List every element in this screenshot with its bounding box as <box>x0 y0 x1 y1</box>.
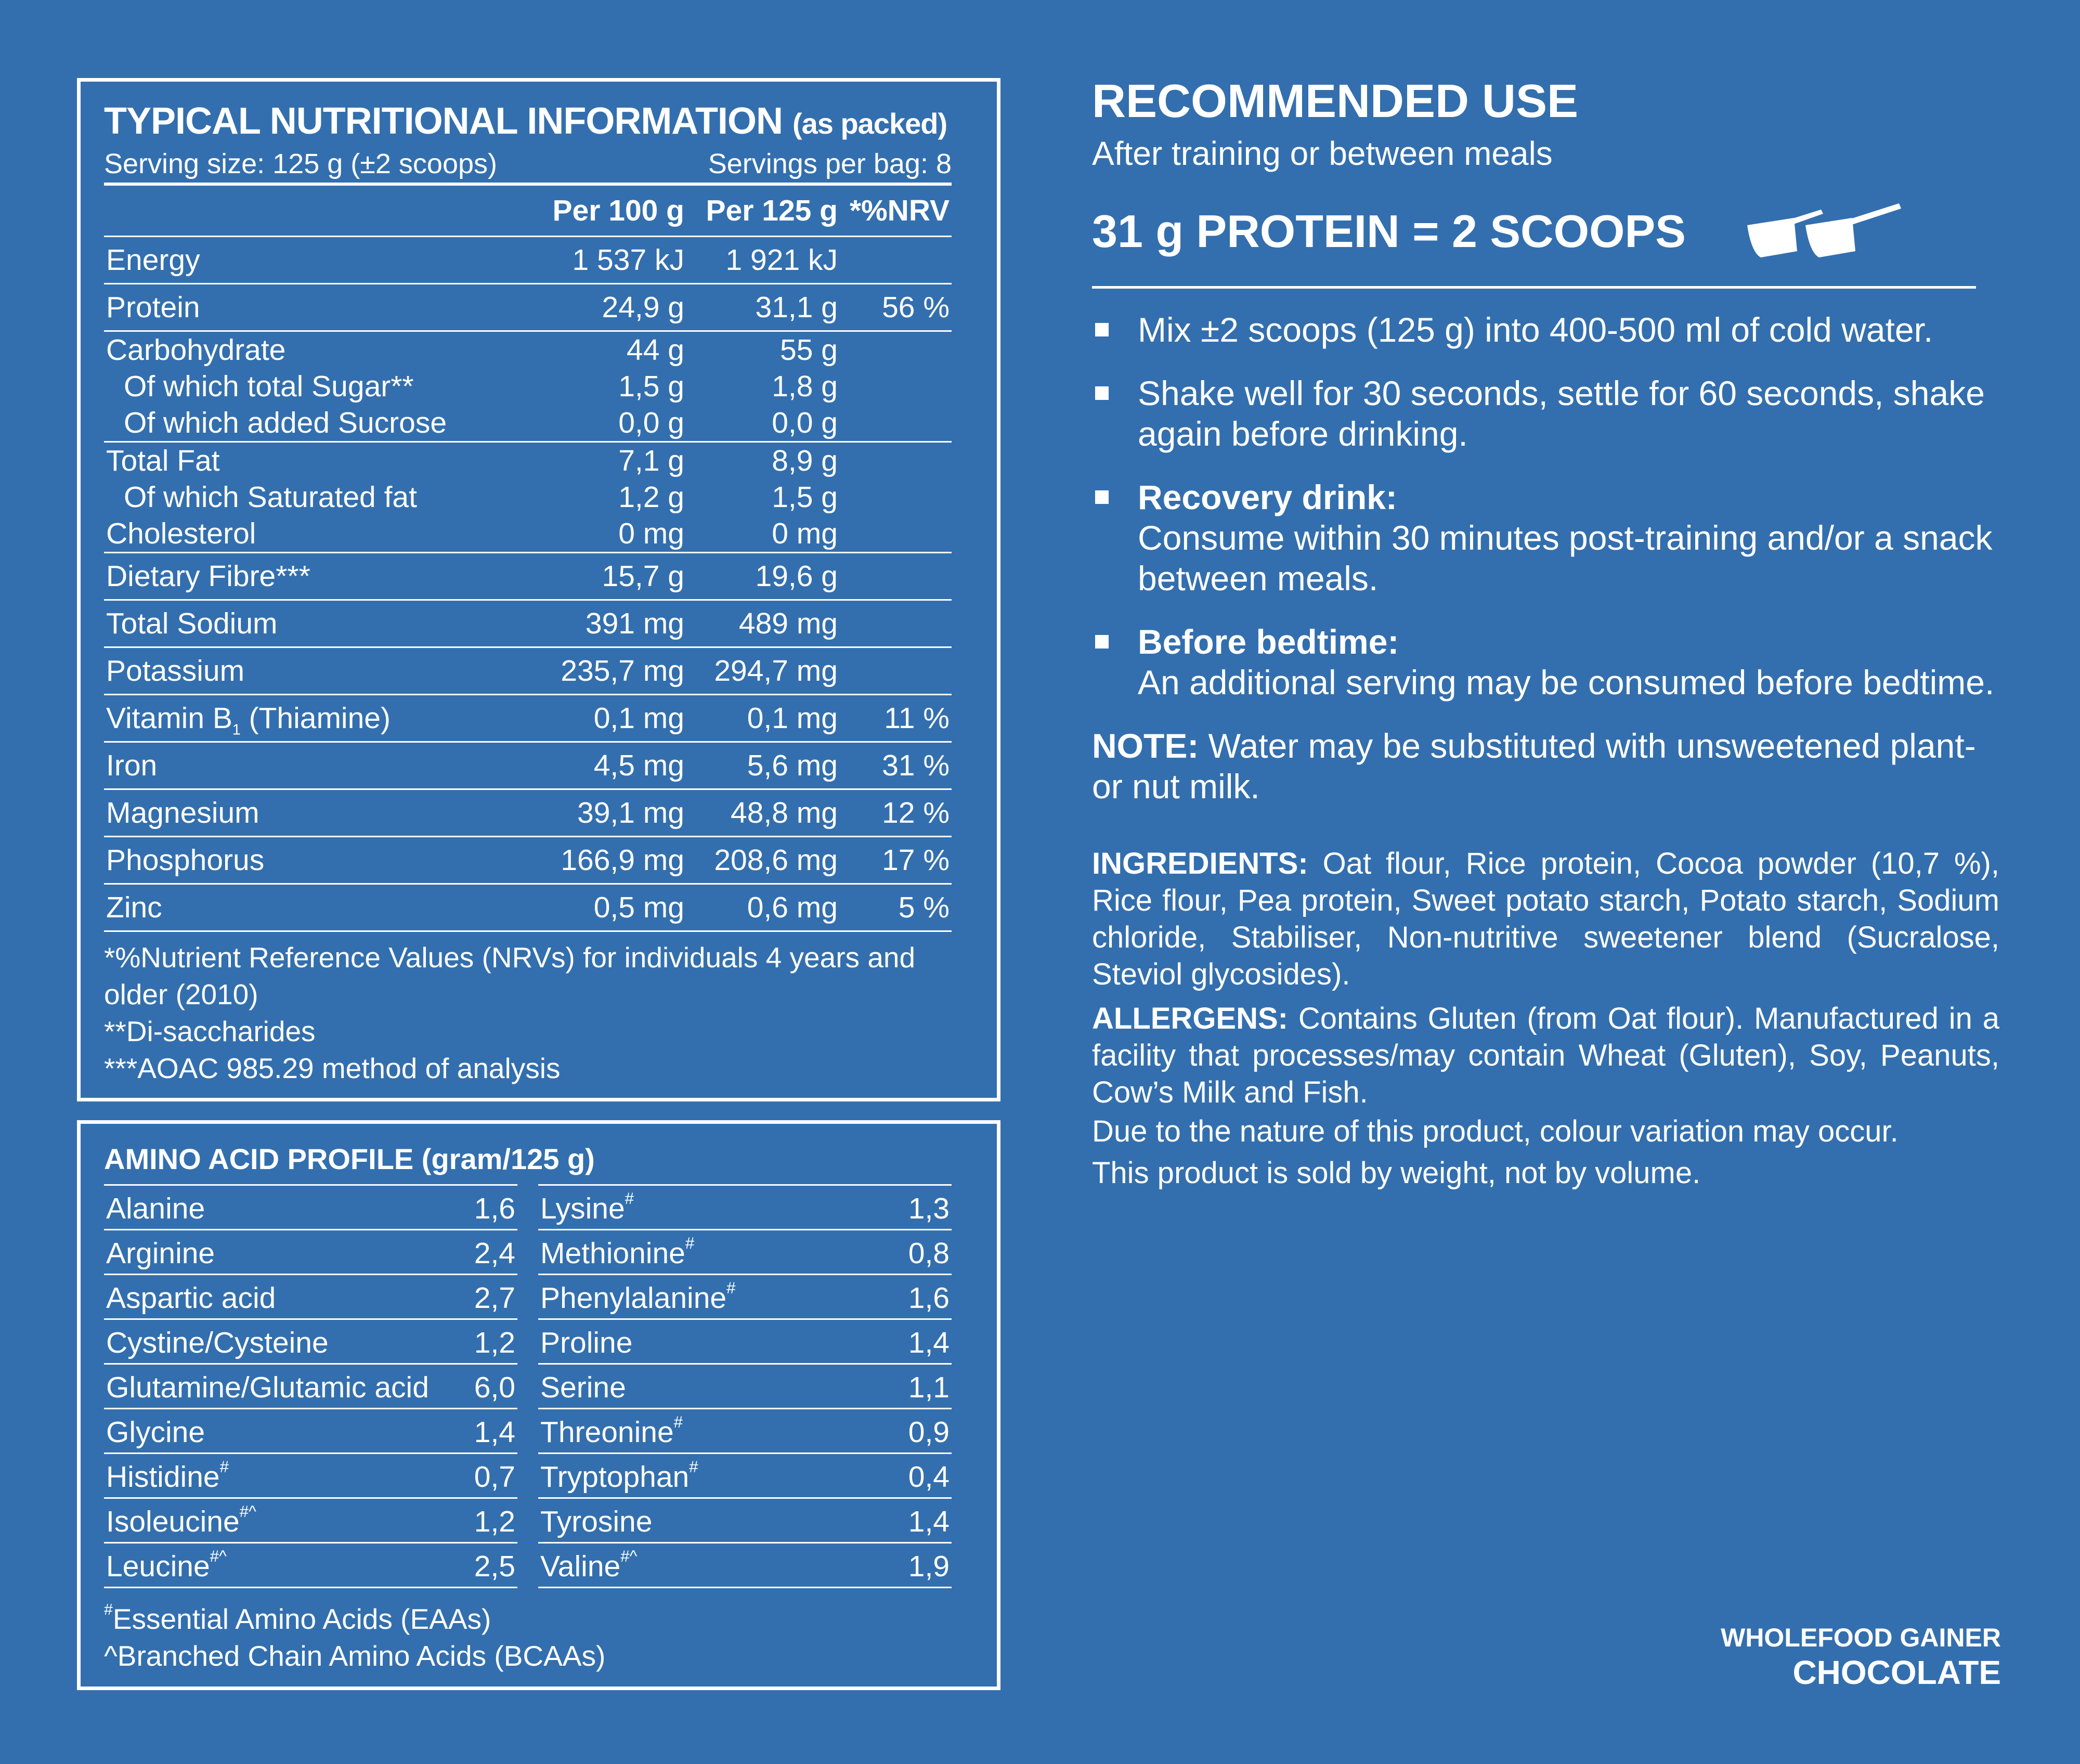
amino-value: 2,4 <box>474 1237 515 1270</box>
nutrient-value-nrv: 12 % <box>840 789 952 837</box>
scoops-icon <box>1743 200 1904 263</box>
nutrient-value-nrv: 17 % <box>840 837 952 884</box>
nutrient-value-p125: 8,9 g <box>686 442 840 479</box>
nutrient-value-p125: 208,6 mg <box>686 837 840 884</box>
amino-acid-box <box>77 1120 1000 1690</box>
nutrient-value-p100: 15,7 g <box>530 553 686 600</box>
nutrition-row <box>104 789 952 837</box>
servings-per-bag: Servings per bag: 8 <box>708 148 952 179</box>
note: NOTE: Water may be substituted with unsweetened plant- or nut milk. <box>1092 727 1976 806</box>
serving-info <box>104 145 952 186</box>
nutrient-value-p125: 1,5 g <box>772 481 838 514</box>
footnote-disaccharides: **Di-saccharides <box>104 1015 316 1047</box>
amino-row <box>104 1499 517 1543</box>
amino-row <box>538 1454 952 1499</box>
amino-row <box>538 1365 952 1409</box>
amino-value: 2,5 <box>474 1550 515 1583</box>
nutrient-value-nrv <box>840 553 952 600</box>
usage-step <box>1092 621 1999 703</box>
nutrient-value-p100: 24,9 g <box>530 284 686 331</box>
amino-value: 0,7 <box>474 1460 515 1494</box>
product-name: WHOLEFOOD GAINER <box>1721 1623 2001 1652</box>
step-text: Mix ±2 scoops (125 g) into 400-500 ml of cold water. <box>1138 310 1933 349</box>
nutrient-label: Protein <box>104 284 530 331</box>
column-header: Per 100 g <box>552 194 684 227</box>
amino-name: Aspartic acid <box>106 1281 276 1315</box>
nutrient-value-p125: 1 921 kJ <box>686 237 840 284</box>
nutrition-row <box>104 553 952 600</box>
nutrient-value-p100: 391 mg <box>530 600 686 647</box>
nutrient-value-p125: 48,8 mg <box>686 789 840 837</box>
nutrient-value-p125: 5,6 mg <box>686 742 840 789</box>
nutrient-label: Total Fat <box>104 442 530 479</box>
amino-name: Valine#^ <box>540 1547 638 1583</box>
nutrient-label: Potassium <box>104 647 530 695</box>
nutrient-value-p125: 0,6 mg <box>686 884 840 931</box>
square-bullet-icon <box>1095 635 1109 648</box>
nutrient-label: Carbohydrate <box>104 331 530 369</box>
amino-value: 1,4 <box>474 1416 515 1449</box>
nutrient-value-nrv <box>840 515 952 553</box>
usage-steps <box>1092 309 1999 703</box>
nutrient-value-nrv <box>840 405 952 442</box>
amino-row <box>104 1186 517 1230</box>
footnote-aoac: ***AOAC 985.29 method of analysis <box>104 1052 561 1084</box>
nutrient-value-nrv <box>840 442 952 479</box>
brand <box>1721 1622 2001 1691</box>
amino-value: 1,9 <box>908 1550 950 1583</box>
amino-value: 1,4 <box>908 1326 950 1359</box>
nutrient-value-p125: 55 g <box>686 331 840 369</box>
footnote-nrv: *%Nutrient Reference Values (NRVs) for individuals 4 years and older (2010) <box>104 941 916 1010</box>
amino-name: Serine <box>540 1371 626 1404</box>
footnote-eaa: #Essential Amino Acids (EAAs) <box>104 1601 491 1635</box>
nutrient-value-p125: 1,8 g <box>772 370 838 403</box>
nutrition-table <box>104 186 952 932</box>
amino-value: 1,1 <box>908 1371 950 1404</box>
ingredients: INGREDIENTS: Oat flour, Rice protein, Cocoa powder (10,7 %), Rice flour, Pea protein, Sweet potato starch, Potato starch, Sodium chloride, Stabiliser, Non-nutritive sweetener blend (Sucralose, Steviol glycosides). <box>1092 847 1999 991</box>
amino-value: 1,2 <box>474 1326 515 1359</box>
nutrition-row <box>104 284 952 331</box>
nutrient-value-p100: 1 537 kJ <box>530 237 686 284</box>
amino-row <box>538 1275 952 1320</box>
nutrient-value-nrv <box>840 647 952 695</box>
nutrition-header-row <box>104 186 952 237</box>
nutrient-label: Energy <box>104 237 530 284</box>
protein-line <box>1092 198 1999 265</box>
usage-step <box>1092 309 1999 350</box>
usage-step <box>1092 477 1999 599</box>
column-header: *%NRV <box>849 194 950 227</box>
step-heading: Recovery drink: <box>1138 478 1397 516</box>
nutrition-title: TYPICAL NUTRITIONAL INFORMATION (as packed) <box>104 100 947 142</box>
nutrient-value-nrv <box>840 479 952 515</box>
square-bullet-icon <box>1095 323 1109 336</box>
nutrient-value-p125: 294,7 mg <box>686 647 840 695</box>
nutrient-value-nrv <box>840 368 952 405</box>
amino-value: 0,9 <box>908 1416 950 1449</box>
nutrition-row <box>104 837 952 884</box>
amino-row <box>538 1186 952 1230</box>
amino-name: Threonine# <box>540 1412 683 1449</box>
nutrient-value-nrv: 11 % <box>840 695 952 742</box>
amino-row <box>104 1365 517 1409</box>
nutrient-value-p100: 4,5 mg <box>530 742 686 789</box>
amino-columns <box>104 1184 952 1588</box>
amino-row <box>104 1230 517 1275</box>
nutrient-value-p125: 489 mg <box>686 600 840 647</box>
amino-value: 1,2 <box>474 1505 515 1538</box>
nutrient-value-nrv <box>840 600 952 647</box>
nutrient-value-p100: 7,1 g <box>530 442 686 479</box>
amino-name: Alanine <box>106 1192 205 1225</box>
amino-name: Lysine# <box>540 1189 634 1225</box>
amino-row <box>104 1275 517 1320</box>
amino-value: 0,8 <box>908 1237 950 1270</box>
nutrient-value-p100: 0,1 mg <box>530 695 686 742</box>
nutrient-label: Magnesium <box>104 789 530 837</box>
amino-row <box>104 1409 517 1454</box>
amino-row <box>538 1230 952 1275</box>
nutrient-label: Iron <box>104 742 530 789</box>
nutrition-footnotes <box>104 939 952 1087</box>
nutrient-value-p100: 39,1 mg <box>530 789 686 837</box>
nutrition-title-sub: (as packed) <box>792 107 947 140</box>
nutrient-value-p125: 0,0 g <box>772 406 838 439</box>
colour-note: Due to the nature of this product, colour variation may occur. <box>1092 1114 1899 1148</box>
nutrient-label: Total Sodium <box>104 600 530 647</box>
amino-name: Phenylalanine# <box>540 1278 736 1315</box>
nutrient-value-nrv <box>840 331 952 369</box>
amino-column-left <box>104 1184 517 1588</box>
nutrient-value-p125: 0,1 mg <box>686 695 840 742</box>
nutrient-value-p125: 31,1 g <box>686 284 840 331</box>
nutrient-value-nrv: 56 % <box>840 284 952 331</box>
amino-column-right <box>538 1184 952 1588</box>
amino-value: 2,7 <box>474 1281 515 1315</box>
amino-row <box>104 1454 517 1499</box>
nutrient-value-nrv: 31 % <box>840 742 952 789</box>
nutrition-row <box>104 331 952 369</box>
amino-value: 6,0 <box>474 1371 515 1404</box>
header-blank <box>104 186 530 237</box>
protein-scoops-text: 31 g PROTEIN = 2 SCOOPS <box>1092 205 1686 257</box>
nutrition-row <box>104 600 952 647</box>
allergens: ALLERGENS: Contains Gluten (from Oat flour). Manufactured in a facility that processes/may contain Wheat (Gluten), Soy, Peanuts, Cow’s Milk and Fish. <box>1092 1002 1999 1109</box>
nutrient-value-p100: 0 mg <box>618 517 684 550</box>
nutrient-label: Of which Saturated fat <box>124 481 417 514</box>
nutrient-value-nrv: 5 % <box>840 884 952 931</box>
nutrition-row <box>104 479 952 515</box>
nutrition-row <box>104 647 952 695</box>
nutrient-value-nrv <box>840 237 952 284</box>
nutrient-value-p125: 0 mg <box>772 517 838 550</box>
amino-name: Arginine <box>106 1237 215 1270</box>
nutrient-value-p100: 0,0 g <box>618 406 684 439</box>
amino-name: Tyrosine <box>540 1505 653 1538</box>
step-text: Consume within 30 minutes post-training and/or a snack between meals. <box>1138 518 1993 598</box>
amino-row <box>538 1320 952 1365</box>
divider <box>1092 286 1976 289</box>
product-flavour: CHOCOLATE <box>1792 1654 2001 1691</box>
amino-row <box>538 1499 952 1543</box>
nutrition-row <box>104 405 952 442</box>
nutrient-value-p100: 166,9 mg <box>530 837 686 884</box>
nutrition-row <box>104 884 952 931</box>
step-text: Shake well for 30 seconds, settle for 60 seconds, shake again before drinking. <box>1138 374 1985 453</box>
amino-row <box>538 1409 952 1454</box>
footnote-bcaa: ^Branched Chain Amino Acids (BCAAs) <box>104 1640 606 1672</box>
nutrition-row <box>104 742 952 789</box>
amino-name: Histidine# <box>106 1457 229 1494</box>
square-bullet-icon <box>1095 386 1109 400</box>
nutrition-row <box>104 442 952 479</box>
nutrient-value-p100: 1,2 g <box>618 481 684 514</box>
nutrient-label: Dietary Fibre*** <box>104 553 530 600</box>
nutrient-label: Cholesterol <box>106 517 256 550</box>
amino-name: Isoleucine#^ <box>106 1502 256 1538</box>
amino-footnotes <box>104 1601 952 1675</box>
weight-note: This product is sold by weight, not by volume. <box>1092 1156 1701 1190</box>
nutrient-value-p125: 19,6 g <box>686 553 840 600</box>
nutrient-label: Phosphorus <box>104 837 530 884</box>
nutrient-label: Of which total Sugar** <box>124 370 414 403</box>
nutrient-value-p100: 1,5 g <box>618 370 684 403</box>
nutrition-row <box>104 515 952 553</box>
nutrient-label: Vitamin $B_1$ (Thiamine) <box>104 695 530 742</box>
amino-name: Glycine <box>106 1416 205 1449</box>
nutrient-label: Of which added Sucrose <box>124 406 447 439</box>
amino-value: 1,3 <box>908 1192 950 1225</box>
step-text: An additional serving may be consumed before bedtime. <box>1138 663 1995 702</box>
amino-name: Leucine#^ <box>106 1547 227 1583</box>
amino-value: 1,6 <box>474 1192 515 1225</box>
nutrition-row <box>104 368 952 405</box>
amino-value: 0,4 <box>908 1460 950 1494</box>
amino-row <box>104 1320 517 1365</box>
amino-row <box>538 1543 952 1588</box>
step-heading: Before bedtime: <box>1138 622 1399 661</box>
usage-step <box>1092 373 1999 454</box>
amino-row <box>104 1543 517 1588</box>
nutrition-box <box>77 78 1000 1101</box>
amino-value: 1,6 <box>908 1281 950 1315</box>
amino-name: Proline <box>540 1326 633 1359</box>
nutrient-label: Zinc <box>104 884 530 931</box>
right-column <box>1092 73 1999 1194</box>
serving-size: Serving size: 125 g (±2 scoops) <box>104 148 497 179</box>
nutrition-row <box>104 695 952 742</box>
nutrition-row <box>104 237 952 284</box>
amino-value: 1,4 <box>908 1505 950 1538</box>
recommended-subtitle: After training or between meals <box>1092 135 1553 172</box>
recommended-title: RECOMMENDED USE <box>1092 75 1579 127</box>
nutrient-value-p100: 0,5 mg <box>530 884 686 931</box>
amino-name: Glutamine/Glutamic acid <box>106 1371 429 1404</box>
amino-name: Cystine/Cysteine <box>106 1326 329 1359</box>
square-bullet-icon <box>1095 490 1109 504</box>
column-header: Per 125 g <box>706 194 838 227</box>
nutrient-value-p100: 235,7 mg <box>530 647 686 695</box>
amino-name: Tryptophan# <box>540 1457 698 1494</box>
amino-title: AMINO ACID PROFILE (gram/125 g) <box>104 1143 595 1175</box>
nutrient-value-p100: 44 g <box>530 331 686 369</box>
amino-name: Methionine# <box>540 1234 695 1270</box>
